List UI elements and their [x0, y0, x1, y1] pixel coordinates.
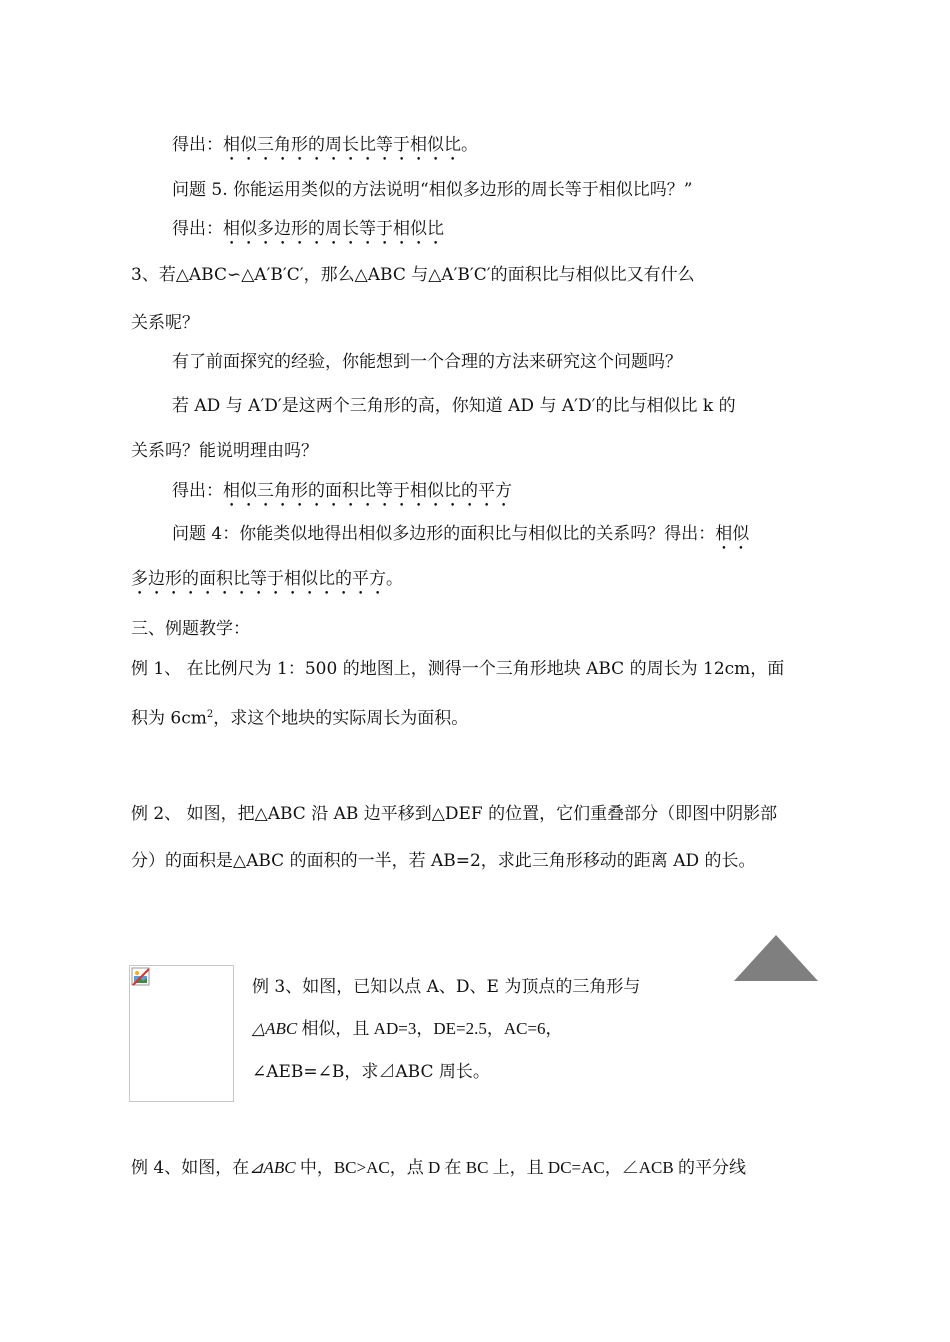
example-2: 例 2、 如图，把△ABC 沿 AB 边平移到△DEF 的位置，它们重叠部分（即图中阴影部: [131, 804, 778, 824]
superscript: 2: [206, 709, 214, 720]
paragraph-heights: 若 AD 与 A′D′是这两个三角形的高，你知道 AD 与 A′D′的比与相似比 k 的: [172, 396, 736, 416]
example-1-text-a: 积为 6cm: [131, 708, 207, 729]
paragraph-heights-cont: 关系吗？能说明理由吗？: [131, 441, 318, 461]
figure-placeholder: [129, 965, 234, 1102]
conclusion-label: 得出：: [172, 219, 223, 239]
triangle-symbol: ⊿: [249, 1158, 264, 1177]
emphasized-text: 相似三角形的周长比等于相似比。: [223, 135, 478, 155]
conclusion-label: 得出：: [172, 135, 223, 155]
example-3: 例 3、如图，已知以点 A、D、E 为顶点的三角形与: [252, 977, 641, 997]
section-3-question: 3、若△ABC∽△A′B′C′，那么△ABC 与△A′B′C′的面积比与相似比又有什么: [131, 265, 695, 285]
conclusion-perimeter-polygons: [172, 218, 444, 249]
example-4-text: 例 4、如图，在: [131, 1158, 250, 1178]
question-4-cont: [131, 568, 403, 599]
conclusion-perimeter-triangles: [172, 134, 478, 165]
math-abc: ABC: [263, 1158, 296, 1177]
example-3-condition: 相似，且 AD=3，DE=2.5，AC=6，: [297, 1019, 563, 1038]
emphasized-text: 相似: [715, 524, 750, 544]
question-5: 问题 5. 你能运用类似的方法说明“相似多边形的周长等于相似比吗？”: [172, 180, 693, 200]
emphasized-text: 多边形的面积比等于相似比的平方。: [131, 569, 403, 589]
example-4: [131, 1157, 746, 1179]
broken-image-icon: [131, 967, 151, 987]
example-1-text-b: ，求这个地块的实际周长为面积。: [213, 708, 469, 729]
emphasized-text: 相似多边形的周长等于相似比: [223, 219, 444, 239]
section-3-question-cont: 关系呢？: [131, 313, 199, 333]
conclusion-label: 得出：: [172, 481, 223, 501]
example-1-cont: [131, 704, 468, 730]
question-4-text: 问题 4：你能类似地得出相似多边形的面积比与相似比的关系吗？得出：: [172, 524, 716, 544]
triangle-symbol: △: [252, 1019, 266, 1038]
section-heading-examples: 三、例题教学：: [131, 619, 250, 639]
example-3-cont: [252, 1018, 563, 1040]
emphasized-text: 相似三角形的面积比等于相似比的平方: [223, 481, 512, 501]
example-4-condition: 中，BC>AC，点 D 在 BC 上，且 DC=AC，∠ACB 的平分线: [295, 1158, 746, 1177]
example-3-question: ∠AEB=∠B，求⊿ABC 周长。: [252, 1062, 490, 1082]
example-2-cont: 分）的面积是△ABC 的面积的一半，若 AB=2，求此三角形移动的距离 AD 的长。: [131, 851, 756, 871]
gray-triangle-shape: [733, 934, 819, 982]
math-abc: ABC: [265, 1019, 298, 1038]
paragraph-experience: 有了前面探究的经验，你能想到一个合理的方法来研究这个问题吗？: [172, 352, 682, 372]
question-4: [172, 523, 749, 554]
example-1: 例 1、 在比例尺为 1：500 的地图上，测得一个三角形地块 ABC 的周长为 12cm，面: [131, 659, 785, 679]
conclusion-area-triangles: [172, 480, 512, 511]
